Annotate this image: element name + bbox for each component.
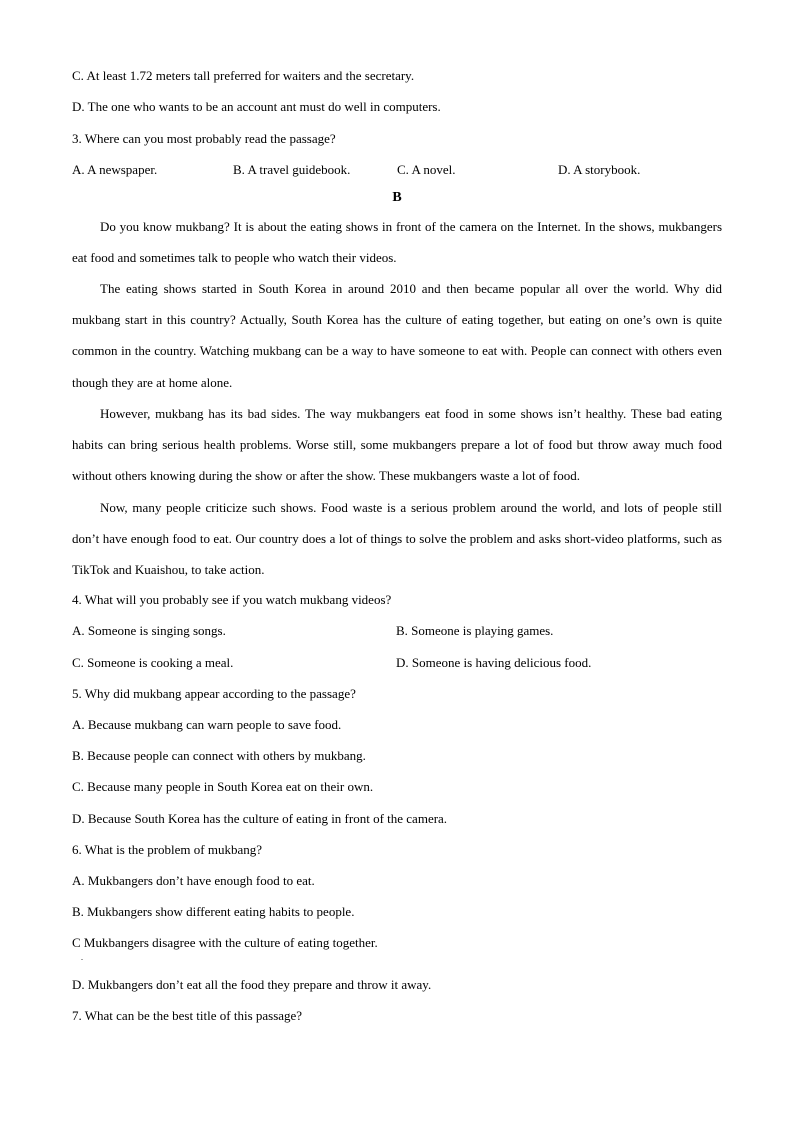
q6-option-c: C Mukbangers disagree with the culture of eating together. xyxy=(72,935,378,950)
question-3: 3. Where can you most probably read the passage? xyxy=(72,131,336,146)
q4-option-a: A. Someone is singing songs. xyxy=(72,623,226,638)
q3-option-c: C. A novel. xyxy=(397,162,456,177)
question-6: 6. What is the problem of mukbang? xyxy=(72,842,263,857)
q3-option-b: B. A travel guidebook. xyxy=(233,162,351,177)
prev-option-d: D. The one who wants to be an account ant must do well in computers. xyxy=(72,99,441,114)
question-7: 7. What can be the best title of this passage? xyxy=(72,1008,303,1023)
question-4: 4. What will you probably see if you watch mukbang videos? xyxy=(72,592,392,607)
question-5: 5. Why did mukbang appear according to the passage? xyxy=(72,686,356,701)
q5-option-a: A. Because mukbang can warn people to save food. xyxy=(72,717,342,732)
q3-option-d: D. A storybook. xyxy=(558,162,641,177)
prev-option-c: C. At least 1.72 meters tall preferred for waiters and the secretary. xyxy=(72,68,415,83)
q6-option-b: B. Mukbangers show different eating habits to people. xyxy=(72,904,355,919)
q6-option-a: A. Mukbangers don’t have enough food to eat. xyxy=(72,873,315,888)
stray-dot-mark: . xyxy=(81,953,83,962)
section-title-b: B xyxy=(392,190,402,205)
q4-option-c: C. Someone is cooking a meal. xyxy=(72,655,234,670)
q4-option-b: B. Someone is playing games. xyxy=(396,623,554,638)
q4-option-d: D. Someone is having delicious food. xyxy=(396,655,592,670)
q3-option-a: A. A newspaper. xyxy=(72,162,158,177)
question-4-options-row-2 xyxy=(72,655,732,671)
q6-option-d: D. Mukbangers don’t eat all the food they prepare and throw it away. xyxy=(72,977,432,992)
passage-paragraph-2: The eating shows started in South Korea in around 2010 and then became popular all over the world. Why did mukbang start in this country? Actually, South Korea has the culture of eating together, but eating on one’s own is quite common in the country. Watching mukbang can be a way to have someone to eat with. People can connect with others even though they are at home alone. xyxy=(72,281,722,390)
passage-paragraph-4: Now, many people criticize such shows. Food waste is a serious problem around the world, and lots of people still don’t have enough food to eat. Our country does a lot of things to solve the problem and asks short-video platforms, such as TikTok and Kuaishou, to take action. xyxy=(72,500,722,578)
passage-paragraph-1: Do you know mukbang? It is about the eating shows in front of the camera on the Internet. In the shows, mukbangers eat food and sometimes talk to people who watch their videos. xyxy=(72,219,722,266)
q5-option-b: B. Because people can connect with others by mukbang. xyxy=(72,748,366,763)
q5-option-d: D. Because South Korea has the culture of eating in front of the camera. xyxy=(72,811,448,826)
q5-option-c: C. Because many people in South Korea eat on their own. xyxy=(72,779,374,794)
question-3-options xyxy=(72,162,732,178)
question-4-options-row-1 xyxy=(72,623,732,639)
passage-paragraph-3: However, mukbang has its bad sides. The way mukbangers eat food in some shows isn’t healthy. These bad eating habits can bring serious health problems. Worse still, some mukbangers prepare a lot of food but throw away much food without others knowing during the show or after the show. These mukbangers waste a lot of food. xyxy=(72,406,722,484)
